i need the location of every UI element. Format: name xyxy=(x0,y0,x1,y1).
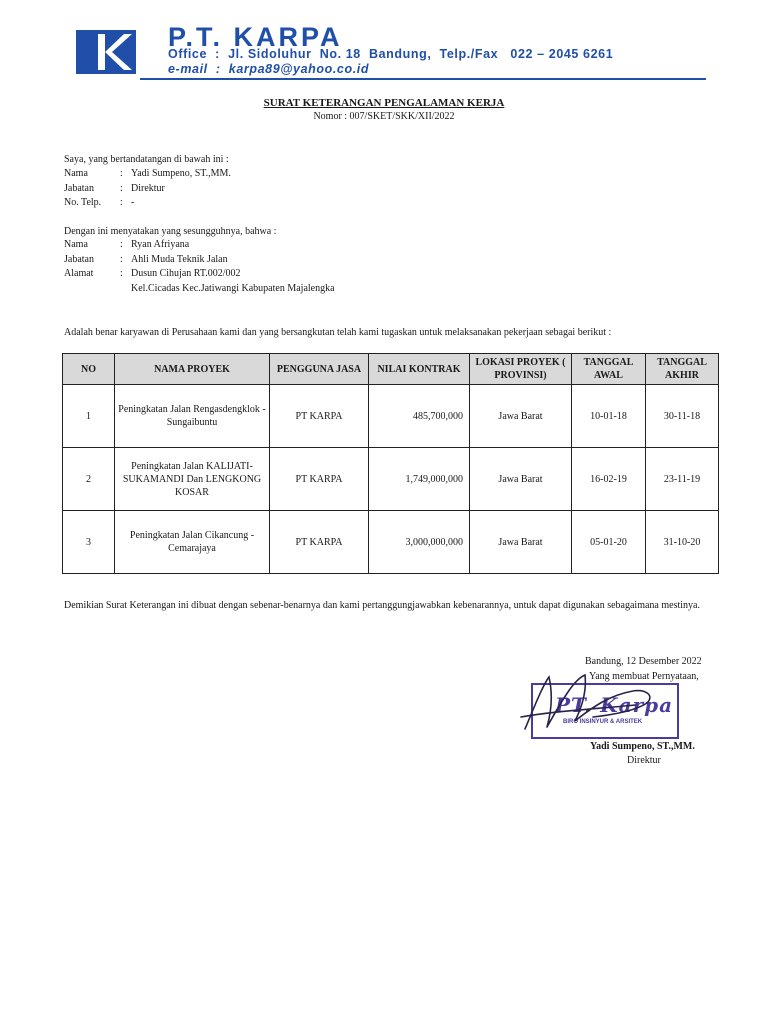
cell-project-name: Peningkatan Jalan Rengasdengklok - Sungaibuntu xyxy=(115,385,270,448)
statement-intro: Dengan ini menyatakan yang sesungguhnya, bahwa : xyxy=(64,226,277,237)
signer-name: Yadi Sumpeno, ST.,MM. xyxy=(590,741,695,752)
cell-contract-value: 485,700,000 xyxy=(369,385,470,448)
employee-address-value: Dusun Cihujan RT.002/002 xyxy=(131,268,241,279)
header-location: LOKASI PROYEK ( PROVINSI) xyxy=(470,354,572,385)
colon: : xyxy=(120,197,123,208)
stamp-company-name: PT. Karpa xyxy=(555,693,674,717)
header-start-date: TANGGAL AWAL xyxy=(572,354,646,385)
company-name: P.T. KARPA xyxy=(168,22,343,52)
cell-contract-value: 1,749,000,000 xyxy=(369,448,470,511)
office-email: e-mail : karpa89@yahoo.co.id xyxy=(168,62,370,76)
letterhead-rule xyxy=(140,78,706,80)
signer-name-label: Nama xyxy=(64,168,88,179)
cell-client: PT KARPA xyxy=(270,511,369,574)
header-no: NO xyxy=(63,354,115,385)
table-row xyxy=(63,448,719,511)
cell-project-name: Peningkatan Jalan Cikancung - Cemarajaya xyxy=(115,511,270,574)
header-end-date: TANGGAL AKHIR xyxy=(646,354,719,385)
employee-address-label: Alamat xyxy=(64,268,94,279)
cell-start-date: 05-01-20 xyxy=(572,511,646,574)
colon: : xyxy=(120,239,123,250)
colon: : xyxy=(120,268,123,279)
header-project-name: NAMA PROYEK xyxy=(115,354,270,385)
employee-address-line2: Kel.Cicadas Kec.Jatiwangi Kabupaten Majalengka xyxy=(131,283,335,294)
place-date: Bandung, 12 Desember 2022 xyxy=(585,656,702,667)
letter-number: Nomor : 007/SKET/SKK/XII/2022 xyxy=(313,111,455,122)
signer-phone-label: No. Telp. xyxy=(64,197,102,208)
signer-phone-value: - xyxy=(131,197,135,208)
signer-position: Direktur xyxy=(627,755,661,766)
cell-end-date: 31-10-20 xyxy=(646,511,719,574)
office-address: Office : Jl. Sidoluhur No. 18 Bandung, Telp./Fax 022 – 2045 6261 xyxy=(168,47,614,61)
maker-label: Yang membuat Pernyataan, xyxy=(589,671,699,682)
table-header-row xyxy=(63,354,719,385)
signer-position-label: Jabatan xyxy=(64,183,94,194)
cell-client: PT KARPA xyxy=(270,448,369,511)
colon: : xyxy=(120,183,123,194)
employee-position-value: Ahli Muda Teknik Jalan xyxy=(131,254,228,265)
employee-name-value: Ryan Afriyana xyxy=(131,239,190,250)
cell-no: 3 xyxy=(63,511,115,574)
cell-client: PT KARPA xyxy=(270,385,369,448)
cell-no: 2 xyxy=(63,448,115,511)
table-row xyxy=(63,385,719,448)
cell-contract-value: 3,000,000,000 xyxy=(369,511,470,574)
signer-name-value: Yadi Sumpeno, ST.,MM. xyxy=(131,168,231,179)
cell-location: Jawa Barat xyxy=(470,511,572,574)
cell-location: Jawa Barat xyxy=(470,385,572,448)
colon: : xyxy=(120,168,123,179)
company-logo xyxy=(76,30,136,74)
cell-project-name: Peningkatan Jalan KALIJATI-SUKAMANDI Dan LENGKONG KOSAR xyxy=(115,448,270,511)
project-table xyxy=(62,353,719,574)
stamp-subtitle: BIRO INSINYUR & ARSITEK xyxy=(563,719,643,725)
cell-location: Jawa Barat xyxy=(470,448,572,511)
table-intro: Adalah benar karyawan di Perusahaan kami dan yang bersangkutan telah kami tugaskan untuk melaksanakan pekerjaan sebagai berikut : xyxy=(64,327,612,338)
table-row xyxy=(63,511,719,574)
cell-no: 1 xyxy=(63,385,115,448)
cell-end-date: 23-11-19 xyxy=(646,448,719,511)
header-contract-value: NILAI KONTRAK xyxy=(369,354,470,385)
closing-paragraph: Demikian Surat Keterangan ini dibuat dengan sebenar-benarnya dan kami pertanggungjawabkan kebenarannya, untuk dapat digunakan sebagaimana mestinya. xyxy=(64,600,700,611)
signer-position-value: Direktur xyxy=(131,183,165,194)
employee-name-label: Nama xyxy=(64,239,88,250)
cell-start-date: 10-01-18 xyxy=(572,385,646,448)
signer-intro: Saya, yang bertandatangan di bawah ini : xyxy=(64,154,229,165)
cell-start-date: 16-02-19 xyxy=(572,448,646,511)
colon: : xyxy=(120,254,123,265)
employee-position-label: Jabatan xyxy=(64,254,94,265)
letter-title: SURAT KETERANGAN PENGALAMAN KERJA xyxy=(263,97,505,109)
cell-end-date: 30-11-18 xyxy=(646,385,719,448)
handwritten-signature xyxy=(515,665,705,745)
header-client: PENGGUNA JASA xyxy=(270,354,369,385)
